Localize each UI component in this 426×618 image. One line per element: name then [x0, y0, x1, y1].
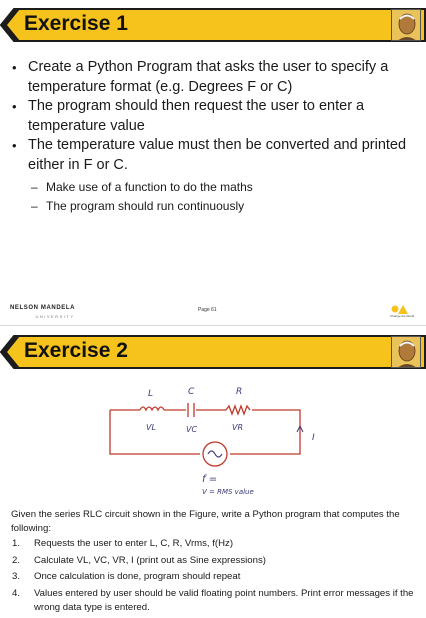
- sub-bullet-item: – The program should run continuously: [28, 197, 414, 216]
- list-item: 1. Requests the user to enter L, C, R, Vrms, f(Hz): [12, 538, 234, 549]
- label-f: f =: [202, 474, 218, 485]
- capacitor-symbol: [188, 403, 194, 417]
- sub-bullet-list: [28, 178, 414, 216]
- bullet-dot-icon: •: [12, 60, 17, 75]
- list-item: 4. Values entered by user should be valid floating point numbers. Print error messages if the wrong data type is entered.: [12, 587, 414, 613]
- bullet-dot-icon: •: [12, 138, 17, 153]
- title-banner: [0, 8, 426, 42]
- bullet-item: • The program should then request the user to enter a temperature value: [12, 98, 365, 134]
- bullet-item: • The temperature value must then be converted and printed either in F or C. – Make use of a function to do the maths – The program should run continuously: [10, 136, 414, 216]
- label-vr: VR: [232, 423, 244, 432]
- slide-exercise-2: [0, 327, 426, 618]
- slide-title: Exercise 2: [24, 339, 128, 362]
- list-item: 3. Once calculation is done, program should repeat: [12, 571, 241, 582]
- exercise-description: Given the series RLC circuit shown in the Figure, write a Python program that computes the following:: [11, 509, 400, 534]
- bullet-list: [10, 58, 414, 216]
- portrait-image: [391, 9, 421, 41]
- resistor-symbol: [226, 406, 250, 414]
- page-number: Page 61: [198, 307, 217, 313]
- label-i: I: [312, 433, 315, 443]
- label-r: R: [236, 387, 243, 397]
- university-logo: NELSON MANDELA UNIVERSITY: [10, 305, 76, 319]
- slide-title: Exercise 1: [24, 12, 128, 35]
- label-rms: V = RMS value: [202, 488, 254, 496]
- bullet-item: • Create a Python Program that asks the user to specify a temperature format (e.g. Degrees F or C): [12, 59, 389, 95]
- dash-icon: –: [31, 180, 38, 194]
- dash-icon: –: [31, 199, 38, 213]
- label-vl: VL: [146, 423, 156, 432]
- sub-bullet-item: – Make use of a function to do the maths: [28, 178, 414, 197]
- bullet-dot-icon: •: [12, 99, 17, 114]
- inductor-symbol: [140, 407, 164, 410]
- change-the-world-logo: Change the World: [390, 302, 414, 320]
- label-vc: VC: [186, 425, 198, 434]
- label-l: L: [148, 389, 154, 399]
- list-item: 2. Calculate VL, VC, VR, I (print out as Sine expressions): [12, 554, 266, 566]
- title-banner: [0, 335, 426, 369]
- label-c: C: [188, 387, 195, 397]
- requirements-list: [11, 537, 416, 618]
- portrait-image: [391, 336, 421, 368]
- rlc-circuit-diagram: [100, 382, 330, 497]
